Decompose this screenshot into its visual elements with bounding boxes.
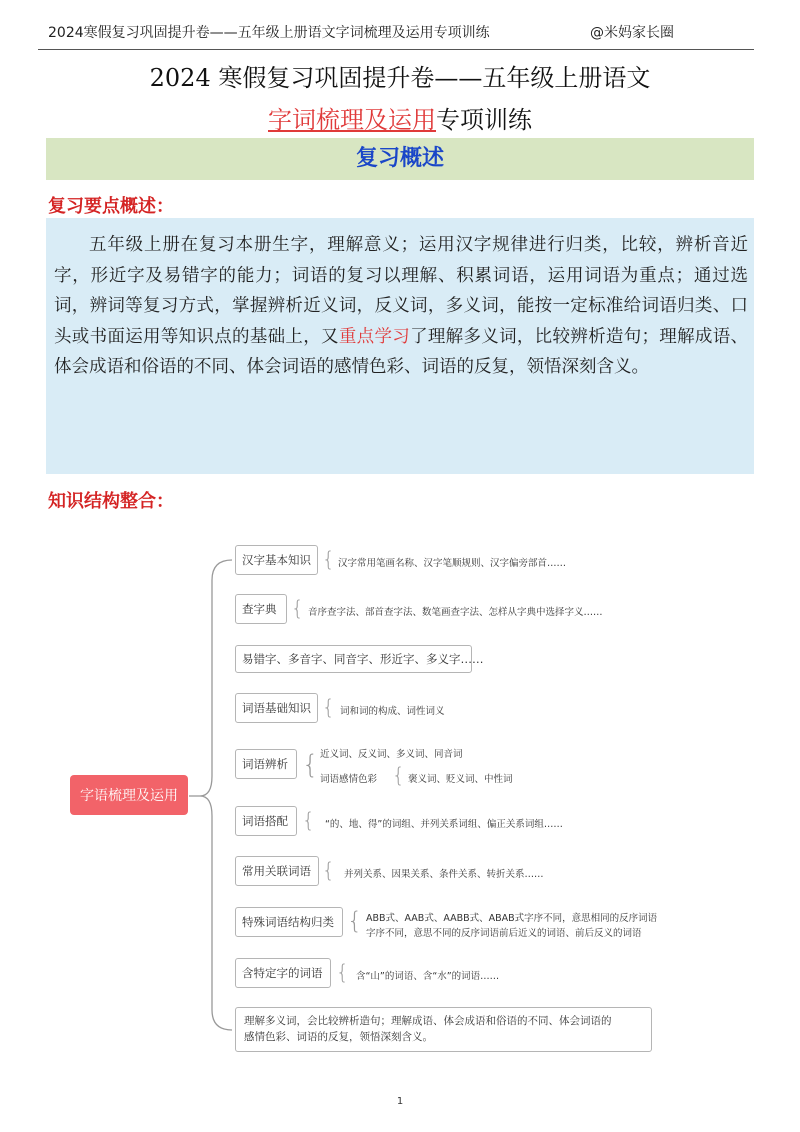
goals-line2: 感情色彩、词语的反复，领悟深刻含义。 — [244, 1031, 433, 1043]
node-dictionary: 查字典 — [235, 594, 287, 624]
leaf-word-collocation: “的、地、得”的词组、并列关系词组、偏正关系词组…… — [325, 819, 563, 830]
node-specific-char-words: 含特定字的词语 — [235, 958, 331, 988]
brace-icon: { — [347, 907, 363, 935]
brace-icon: { — [291, 596, 304, 620]
section-heading-structure: 知识结构整合： — [48, 491, 174, 512]
title-rest: 专项训练 — [436, 106, 532, 134]
summary-text-part2: 了理解多义词，比较辨析造句；理解成语、体会成语和俗语的不同、体会词语的感情色彩、词语的反复，领悟深刻含义。 — [54, 326, 749, 377]
leaf-word-types: 近义词、反义词、多义词、同音词 — [320, 749, 463, 760]
leaf-emotional-color: 词语感情色彩 — [320, 774, 378, 785]
leaf-hanzi-basics: 汉字常用笔画名称、汉字笔顺规则、汉字偏旁部首…… — [338, 558, 567, 569]
banner-label: 复习概述 — [355, 146, 444, 171]
page-header-title: 2024寒假复习巩固提升卷——五年级上册语文字词梳理及运用专项训练 — [48, 25, 490, 41]
node-conjunctions: 常用关联词语 — [235, 856, 319, 886]
leaf-dictionary: 音序查字法、部首查字法、数笔画查字法、怎样从字典中选择字义…… — [308, 607, 603, 618]
node-error-prone-chars: 易错字、多音字、同音字、形近字、多义字…… — [235, 645, 472, 673]
brace-icon: { — [322, 547, 335, 571]
section-heading-summary: 复习要点概述： — [48, 196, 174, 217]
leaf-word-basics: 词和词的构成、词性词义 — [340, 706, 445, 717]
leaf-emotional-types: 褒义词、贬义词、中性词 — [408, 774, 513, 785]
leaf-specific-char-words: 含“山”的词语、含“水”的词语…… — [356, 971, 500, 982]
leaf-conjunctions: 并列关系、因果关系、条件关系、转折关系…… — [344, 869, 544, 880]
brace-icon: { — [302, 808, 315, 832]
brace-icon: { — [322, 858, 335, 882]
goals-line1: 理解多义词，会比较辨析造句；理解成语、体会成语和俗语的不同、体会词语的 — [244, 1015, 612, 1027]
summary-text-part1: 五年级上册在复习本册生字，理解意义；运用汉字规律进行归类，比较，辨析音近字，形近字及易错字的能力；词语的复习以理解、积累词语，运用词语为重点；通过选词，辨词等复习方式，掌握辨析近义词，反义词，多义词，能按一定标准给词语归类、口头或书面运用等知识点的基础上，又 — [54, 235, 748, 347]
brace-icon: { — [392, 763, 405, 787]
leaf-structures-1: ABB式、AAB式、AABB式、ABAB式字序不同，意思相同的反序词语 — [366, 913, 658, 924]
brace-icon: { — [336, 960, 349, 984]
node-word-basics: 词语基础知识 — [235, 693, 318, 723]
brace-icon: { — [322, 695, 335, 719]
mindmap-root: 字语梳理及运用 — [70, 775, 188, 815]
page-number: 1 — [396, 1096, 404, 1107]
node-special-structures: 特殊词语结构归类 — [235, 907, 343, 937]
leaf-structures-2: 字序不同，意思不同的反序词语前后近义的词语、前后反义的词语 — [366, 928, 642, 939]
brace-icon: { — [302, 750, 319, 780]
node-word-collocation: 词语搭配 — [235, 806, 297, 836]
document-title-line1: 2024 寒假复习巩固提升卷——五年级上册语文 — [149, 64, 651, 92]
main-brace — [200, 560, 232, 1030]
node-comprehension-goals — [235, 1007, 652, 1052]
summary-highlight: 重点学习 — [338, 326, 411, 347]
page-header-author: @米妈家长圈 — [590, 25, 674, 41]
node-hanzi-basics: 汉字基本知识 — [235, 545, 318, 575]
node-word-discrimination: 词语辨析 — [235, 749, 297, 779]
title-highlight: 字词梳理及运用 — [268, 106, 436, 134]
